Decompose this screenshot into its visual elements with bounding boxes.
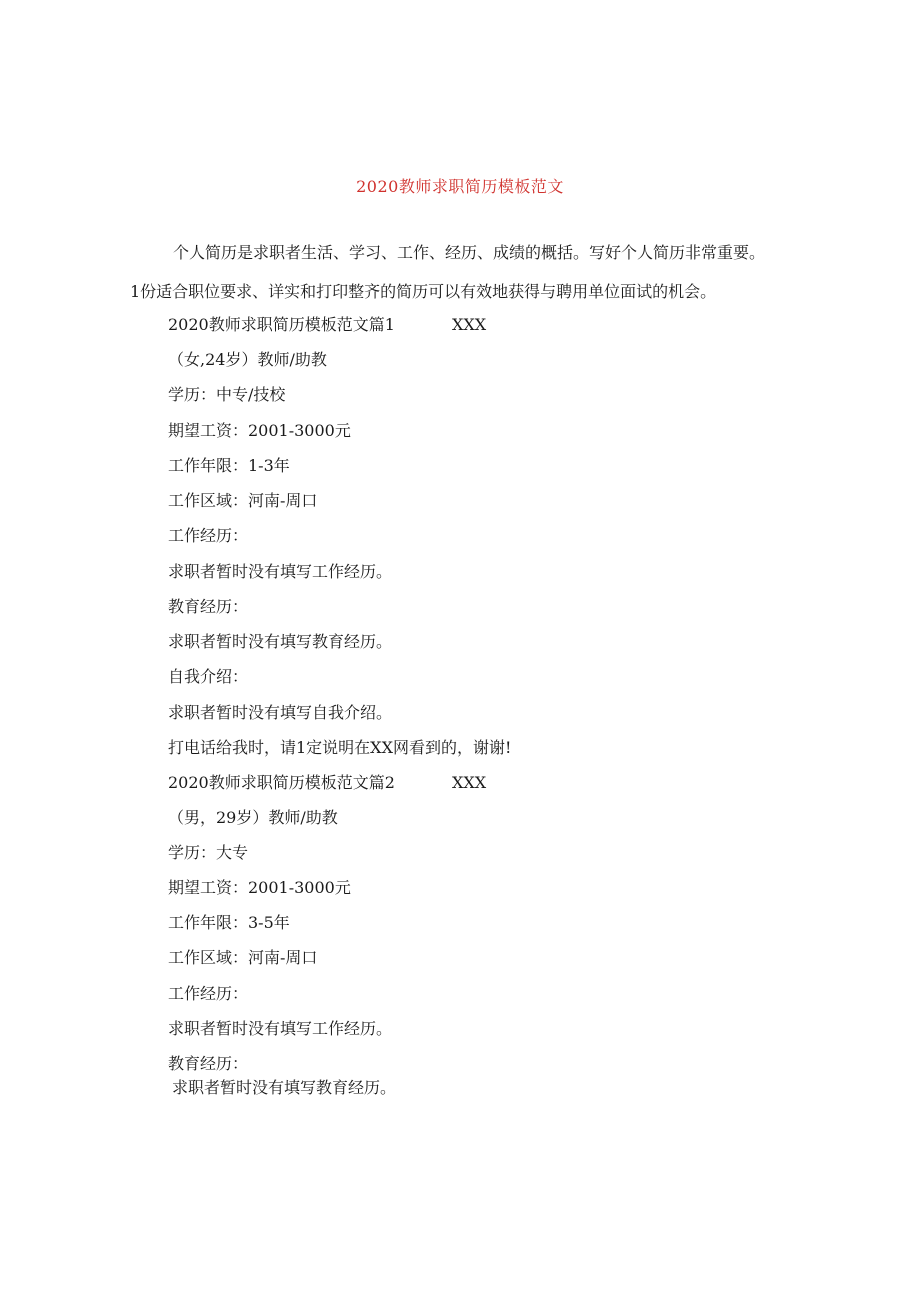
education-level: 学历：大专 — [168, 843, 249, 862]
education-level: 学历：中专/技校 — [168, 385, 286, 404]
work-years: 工作年限：3-5年 — [168, 913, 290, 932]
education-experience-text: 求职者暂时没有填写教育经历。 — [172, 1078, 397, 1097]
profile-summary: （男，29岁）教师/助教 — [168, 808, 338, 827]
work-experience-text: 求职者暂时没有填写工作经历。 — [168, 1019, 393, 1038]
work-years: 工作年限：1-3年 — [168, 456, 290, 475]
candidate-name-placeholder: XXX — [452, 773, 487, 792]
self-introduction-label: 自我介绍： — [168, 667, 249, 686]
work-region: 工作区域：河南-周口 — [168, 948, 318, 967]
education-experience-label: 教育经历： — [168, 1054, 249, 1073]
section-1-heading — [168, 314, 487, 336]
education-experience-text: 求职者暂时没有填写教育经历。 — [168, 632, 393, 651]
work-experience-label: 工作经历： — [168, 984, 249, 1003]
intro-paragraph-line-2: 1份适合职位要求、详实和打印整齐的简历可以有效地获得与聘用单位面试的机会。 — [130, 282, 717, 301]
work-experience-text: 求职者暂时没有填写工作经历。 — [168, 562, 393, 581]
education-experience-label: 教育经历： — [168, 597, 249, 616]
profile-summary: （女,24岁）教师/助教 — [168, 350, 327, 369]
work-experience-label: 工作经历： — [168, 526, 249, 545]
self-introduction-text: 求职者暂时没有填写自我介绍。 — [168, 703, 393, 722]
section-heading-text: 2020教师求职简历模板范文篇1 — [168, 315, 395, 334]
candidate-name-placeholder: XXX — [452, 315, 487, 334]
section-2-heading — [168, 772, 487, 794]
intro-paragraph-line-1: 个人简历是求职者生活、学习、工作、经历、成绩的概括。写好个人简历非常重要。 — [173, 243, 766, 262]
contact-note: 打电话给我时，请1定说明在XX网看到的，谢谢! — [168, 738, 512, 757]
document-title: 2020教师求职简历模板范文 — [356, 177, 564, 196]
expected-salary: 期望工资：2001-3000元 — [168, 421, 351, 440]
section-heading-text: 2020教师求职简历模板范文篇2 — [168, 773, 395, 792]
work-region: 工作区域：河南-周口 — [168, 491, 318, 510]
expected-salary: 期望工资：2001-3000元 — [168, 878, 351, 897]
